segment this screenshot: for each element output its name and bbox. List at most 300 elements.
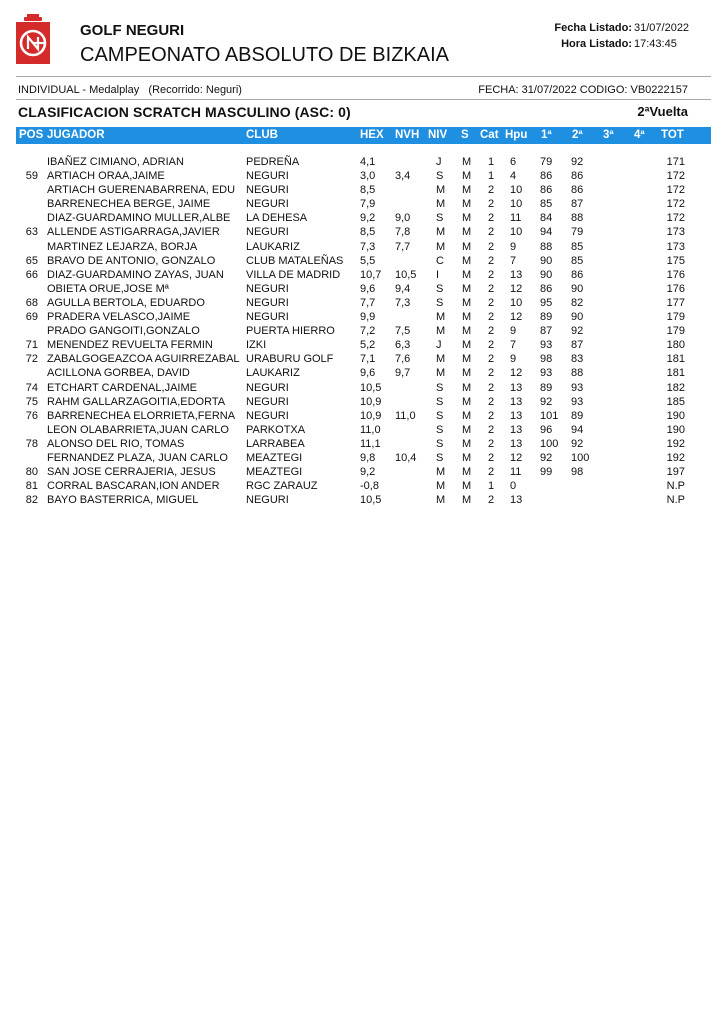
cell-cat: 2: [488, 282, 495, 295]
cell-tot: 176: [666, 268, 685, 281]
cell-pos: 69: [25, 311, 38, 324]
cell-s: M: [462, 395, 472, 408]
cell-jugador: MARTINEZ LEJARZA, BORJA: [47, 240, 198, 253]
cell-niv: M: [436, 325, 446, 338]
cell-hex: 8,5: [360, 184, 376, 197]
cell-r2: 90: [571, 282, 584, 295]
cell-r2: 93: [571, 381, 584, 394]
cell-jugador: PRADERA VELASCO,JAIME: [47, 311, 191, 324]
cell-hpu: 12: [510, 311, 523, 324]
cell-cat: 2: [488, 198, 495, 211]
cell-jugador: ALLENDE ASTIGARRAGA,JAVIER: [47, 226, 220, 239]
cell-s: M: [462, 311, 472, 324]
cell-r2: 89: [571, 409, 584, 422]
cell-club: MEAZTEGI: [246, 451, 303, 464]
cell-niv: M: [436, 226, 446, 239]
fecha-listado-label: Fecha Listado:: [554, 22, 632, 34]
cell-r2: 94: [571, 423, 584, 436]
listing-meta-labels: [554, 20, 632, 52]
cell-cat: 2: [488, 296, 495, 309]
cell-club: NEGURI: [246, 226, 289, 239]
cell-cat: 2: [488, 395, 495, 408]
cell-club: LAUKARIZ: [246, 367, 300, 380]
cell-hex: 11,0: [360, 423, 381, 436]
cell-r2: 88: [571, 367, 584, 380]
modality-line: [18, 84, 242, 96]
cell-r1: 92: [540, 451, 553, 464]
cell-s: M: [462, 268, 472, 281]
cell-jugador: RAHM GALLARZAGOITIA,EDORTA: [47, 395, 226, 408]
cell-hpu: 13: [510, 395, 523, 408]
cell-s: M: [462, 451, 472, 464]
cell-hpu: 10: [510, 296, 523, 309]
cell-niv: M: [436, 240, 446, 253]
cell-club: PEDREÑA: [246, 156, 300, 168]
cell-jugador: ETCHART CARDENAL,JAIME: [47, 381, 197, 394]
cell-r1: 99: [540, 466, 553, 479]
cell-niv: S: [436, 437, 444, 450]
cell-jugador: MENENDEZ REVUELTA FERMIN: [47, 339, 213, 352]
cell-club: NEGURI: [246, 311, 289, 324]
cell-s: M: [462, 423, 472, 436]
cell-tot: 190: [666, 409, 685, 422]
cell-r1: 94: [540, 226, 553, 239]
col-header-s: S: [461, 129, 469, 141]
cell-niv: C: [436, 254, 444, 267]
cell-r2: 86: [571, 170, 584, 183]
club-name: GOLF NEGURI: [80, 22, 185, 39]
col-header-jugador: JUGADOR: [47, 129, 105, 141]
cell-club: NEGURI: [246, 395, 289, 408]
cell-nvh: 10,4: [395, 451, 417, 464]
date-code-text: FECHA: 31/07/2022 CODIGO: VB0222157: [478, 84, 688, 96]
cell-r2: 86: [571, 268, 584, 281]
cell-pos: 68: [25, 296, 38, 309]
table-row: [0, 155, 728, 169]
table-row: [0, 211, 728, 225]
col-header-cat: Cat: [480, 129, 499, 141]
cell-niv: I: [436, 268, 440, 281]
cell-hex: 10,5: [360, 381, 382, 394]
cell-niv: S: [436, 423, 444, 436]
cell-cat: 2: [488, 423, 495, 436]
cell-r2: 79: [571, 226, 584, 239]
cell-hpu: 13: [510, 381, 523, 394]
col-header-r4: 4ª: [634, 129, 645, 141]
cell-club: LA DEHESA: [246, 212, 308, 225]
cell-niv: M: [436, 494, 446, 507]
cell-pos: 82: [25, 494, 38, 507]
cell-hex: 4,1: [360, 156, 376, 168]
table-row: [0, 254, 728, 268]
cell-r1: 84: [540, 212, 553, 225]
table-row: [0, 366, 728, 380]
cell-cat: 2: [488, 311, 495, 324]
cell-hpu: 13: [510, 423, 523, 436]
cell-r2: 100: [571, 451, 590, 464]
cell-tot: 173: [666, 226, 685, 239]
cell-s: M: [462, 296, 472, 309]
cell-niv: M: [436, 198, 446, 211]
cell-r2: 87: [571, 339, 584, 352]
cell-r1: 92: [540, 395, 553, 408]
cell-hpu: 13: [510, 268, 523, 281]
table-row: [0, 240, 728, 254]
table-row: [0, 451, 728, 465]
cell-r1: 90: [540, 268, 553, 281]
cell-hex: 10,9: [360, 395, 382, 408]
cell-cat: 2: [488, 437, 495, 450]
cell-hex: 9,2: [360, 212, 376, 225]
cell-club: NEGURI: [246, 381, 289, 394]
cell-r2: 90: [571, 311, 584, 324]
cell-tot: 181: [666, 353, 685, 366]
cell-nvh: 7,7: [395, 240, 411, 253]
cell-niv: S: [436, 395, 444, 408]
cell-jugador: FERNANDEZ PLAZA, JUAN CARLO: [47, 451, 228, 464]
cell-jugador: OBIETA ORUE,JOSE Mª: [47, 282, 169, 295]
cell-hex: 7,2: [360, 325, 376, 338]
table-row: [0, 338, 728, 352]
cell-club: CLUB MATALEÑAS: [246, 254, 344, 267]
cell-cat: 2: [488, 466, 495, 479]
cell-club: VILLA DE MADRID: [246, 268, 341, 281]
cell-pos: 74: [25, 381, 38, 394]
cell-pos: 78: [25, 437, 38, 450]
cell-jugador: BAYO BASTERRICA, MIGUEL: [47, 494, 199, 507]
cell-niv: M: [436, 184, 446, 197]
cell-hpu: 10: [510, 198, 523, 211]
cell-hpu: 9: [510, 240, 517, 253]
cell-pos: 76: [25, 409, 38, 422]
cell-hex: 9,6: [360, 282, 376, 295]
cell-pos: 63: [25, 226, 38, 239]
header-divider: [16, 76, 711, 77]
cell-tot: 172: [666, 198, 685, 211]
cell-tot: 192: [666, 437, 685, 450]
cell-hex: 7,9: [360, 198, 376, 211]
cell-r1: 93: [540, 367, 553, 380]
cell-r1: 86: [540, 170, 553, 183]
cell-jugador: ARTIACH ORAA,JAIME: [47, 170, 165, 183]
cell-hpu: 9: [510, 353, 517, 366]
table-row: [0, 183, 728, 197]
cell-club: PUERTA HIERRO: [246, 325, 335, 338]
cell-nvh: 7,3: [395, 296, 411, 309]
cell-cat: 2: [488, 240, 495, 253]
col-header-pos: POS: [19, 129, 44, 141]
cell-jugador: IBAÑEZ CIMIANO, ADRIAN: [47, 156, 184, 168]
cell-cat: 2: [488, 226, 495, 239]
cell-niv: S: [436, 282, 444, 295]
cell-jugador: ACILLONA GORBEA, DAVID: [47, 367, 190, 380]
cell-s: M: [462, 226, 472, 239]
table-row: [0, 409, 728, 423]
cell-jugador: AGULLA BERTOLA, EDUARDO: [47, 296, 205, 309]
cell-hex: 7,3: [360, 240, 376, 253]
cell-hex: 9,9: [360, 311, 376, 324]
cell-r2: 87: [571, 198, 584, 211]
cell-s: M: [462, 381, 472, 394]
cell-s: M: [462, 282, 472, 295]
fecha-listado-value: 31/07/2022: [634, 22, 690, 34]
cell-club: NEGURI: [246, 184, 289, 197]
cell-hex: 11,1: [360, 437, 381, 450]
cell-club: MEAZTEGI: [246, 466, 303, 479]
cell-hpu: 9: [510, 325, 517, 338]
cell-club: NEGURI: [246, 282, 289, 295]
cell-nvh: 9,7: [395, 367, 411, 380]
cell-s: M: [462, 339, 472, 352]
cell-hpu: 13: [510, 494, 523, 507]
cell-hex: 9,6: [360, 367, 376, 380]
cell-r1: 101: [540, 409, 559, 422]
cell-jugador: LEON OLABARRIETA,JUAN CARLO: [47, 423, 229, 436]
cell-r1: 86: [540, 184, 553, 197]
cell-s: M: [462, 437, 472, 450]
cell-jugador: SAN JOSE CERRAJERIA, JESUS: [47, 466, 216, 479]
cell-cat: 2: [488, 353, 495, 366]
cell-r2: 82: [571, 296, 584, 309]
cell-tot: 171: [666, 156, 685, 168]
col-header-hpu: Hpu: [505, 129, 528, 141]
col-header-r1: 1ª: [541, 129, 552, 141]
cell-tot: 172: [666, 212, 685, 225]
cell-tot: N.P: [666, 494, 685, 507]
cell-cat: 2: [488, 367, 495, 380]
cell-tot: 172: [666, 170, 685, 183]
table-row: [0, 479, 728, 493]
cell-r1: 89: [540, 381, 553, 394]
cell-club: NEGURI: [246, 494, 289, 507]
cell-niv: S: [436, 296, 444, 309]
cell-club: URABURU GOLF: [246, 353, 334, 366]
cell-r1: 87: [540, 325, 553, 338]
cell-jugador: PRADO GANGOITI,GONZALO: [47, 325, 200, 338]
cell-r2: 93: [571, 395, 584, 408]
cell-hex: 8,5: [360, 226, 376, 239]
col-header-r3: 3ª: [603, 129, 614, 141]
cell-niv: J: [436, 156, 442, 168]
cell-cat: 2: [488, 212, 495, 225]
cell-tot: 197: [666, 466, 685, 479]
cell-r1: 95: [540, 296, 553, 309]
table-row: [0, 395, 728, 409]
cell-nvh: 7,8: [395, 226, 411, 239]
cell-cat: 2: [488, 184, 495, 197]
cell-s: M: [462, 409, 472, 422]
cell-hpu: 13: [510, 409, 523, 422]
cell-r1: 96: [540, 423, 553, 436]
col-header-club: CLUB: [246, 129, 278, 141]
cell-nvh: 11,0: [395, 409, 416, 422]
cell-hex: 7,7: [360, 296, 376, 309]
cell-hpu: 10: [510, 226, 523, 239]
cell-pos: 65: [25, 254, 38, 267]
listing-meta-values: [634, 20, 689, 52]
cell-r1: 85: [540, 198, 553, 211]
cell-r2: 92: [571, 325, 584, 338]
cell-r2: 92: [571, 156, 584, 168]
cell-tot: 175: [666, 254, 685, 267]
cell-hpu: 7: [510, 339, 517, 352]
cell-hex: 7,1: [360, 353, 376, 366]
cell-pos: 59: [25, 170, 38, 183]
cell-cat: 1: [488, 480, 495, 493]
cell-s: M: [462, 325, 472, 338]
cell-hex: -0,8: [360, 480, 379, 493]
cell-cat: 2: [488, 409, 495, 422]
cell-r2: 85: [571, 254, 584, 267]
table-row: [0, 493, 728, 507]
col-header-niv: NIV: [428, 129, 448, 141]
results-table: [0, 155, 728, 507]
cell-r1: 89: [540, 311, 553, 324]
cell-hpu: 0: [510, 480, 517, 493]
cell-niv: J: [436, 339, 442, 352]
cell-pos: 72: [25, 353, 38, 366]
cell-jugador: DIAZ-GUARDAMINO MULLER,ALBE: [47, 212, 231, 225]
cell-tot: 192: [666, 451, 685, 464]
cell-nvh: 7,6: [395, 353, 411, 366]
cell-club: LAUKARIZ: [246, 240, 300, 253]
round-label: 2ªVuelta: [637, 104, 688, 119]
cell-jugador: ARTIACH GUERENABARRENA, EDU: [47, 184, 236, 197]
cell-r2: 98: [571, 466, 584, 479]
cell-tot: 180: [666, 339, 685, 352]
col-header-tot: TOT: [661, 129, 684, 141]
cell-s: M: [462, 184, 472, 197]
table-row: [0, 381, 728, 395]
cell-club: NEGURI: [246, 198, 289, 211]
table-row: [0, 282, 728, 296]
cell-niv: M: [436, 311, 446, 324]
cell-club: NEGURI: [246, 170, 289, 183]
cell-hpu: 12: [510, 451, 523, 464]
cell-s: M: [462, 240, 472, 253]
cell-hex: 9,8: [360, 451, 376, 464]
cell-tot: 179: [666, 311, 685, 324]
cell-r2: 92: [571, 437, 584, 450]
cell-club: NEGURI: [246, 296, 289, 309]
cell-cat: 2: [488, 254, 495, 267]
table-row: [0, 225, 728, 239]
cell-nvh: 9,4: [395, 282, 411, 295]
cell-tot: 172: [666, 184, 685, 197]
cell-hex: 10,9: [360, 409, 382, 422]
cell-niv: M: [436, 480, 446, 493]
cell-r1: 86: [540, 282, 553, 295]
cell-pos: 71: [25, 339, 38, 352]
cell-nvh: 7,5: [395, 325, 411, 338]
cell-hpu: 10: [510, 184, 523, 197]
cell-pos: 66: [25, 268, 38, 281]
cell-hex: 5,5: [360, 254, 376, 267]
cell-s: M: [462, 466, 472, 479]
cell-niv: S: [436, 170, 444, 183]
cell-tot: 185: [666, 395, 685, 408]
cell-tot: N.P: [666, 480, 685, 493]
classification-title: CLASIFICACION SCRATCH MASCULINO (ASC: 0): [18, 104, 351, 120]
cell-cat: 1: [488, 156, 495, 168]
cell-pos: 75: [25, 395, 38, 408]
cell-r1: 98: [540, 353, 553, 366]
cell-niv: M: [436, 367, 446, 380]
cell-niv: M: [436, 353, 446, 366]
cell-hex: 9,2: [360, 466, 376, 479]
cell-r1: 90: [540, 254, 553, 267]
cell-niv: S: [436, 409, 444, 422]
cell-cat: 2: [488, 268, 495, 281]
cell-s: M: [462, 494, 472, 507]
cell-s: M: [462, 353, 472, 366]
cell-cat: 2: [488, 494, 495, 507]
cell-r1: 88: [540, 240, 553, 253]
table-row: [0, 465, 728, 479]
cell-s: M: [462, 198, 472, 211]
cell-tot: 179: [666, 325, 685, 338]
cell-r2: 86: [571, 184, 584, 197]
cell-pos: 80: [25, 466, 38, 479]
cell-niv: S: [436, 451, 444, 464]
cell-club: PARKOTXA: [246, 423, 306, 436]
cell-nvh: 6,3: [395, 339, 411, 352]
cell-jugador: ALONSO DEL RIO, TOMAS: [47, 437, 185, 450]
cell-hpu: 12: [510, 282, 523, 295]
cell-club: IZKI: [246, 339, 267, 352]
cell-cat: 2: [488, 339, 495, 352]
cell-hpu: 13: [510, 437, 523, 450]
cell-tot: 182: [666, 381, 685, 394]
course-text: (Recorrido: Neguri): [148, 84, 242, 96]
cell-r1: 79: [540, 156, 553, 168]
cell-tot: 190: [666, 423, 685, 436]
cell-s: M: [462, 156, 472, 168]
cell-jugador: BRAVO DE ANTONIO, GONZALO: [47, 254, 216, 267]
cell-s: M: [462, 367, 472, 380]
cell-cat: 2: [488, 381, 495, 394]
cell-s: M: [462, 212, 472, 225]
table-row: [0, 324, 728, 338]
table-row: [0, 268, 728, 282]
cell-hpu: 11: [510, 212, 522, 225]
col-header-r2: 2ª: [572, 129, 583, 141]
cell-club: NEGURI: [246, 409, 289, 422]
cell-niv: S: [436, 212, 444, 225]
modality-text: INDIVIDUAL - Medalplay: [18, 84, 140, 96]
cell-s: M: [462, 254, 472, 267]
cell-jugador: BARRENECHEA ELORRIETA,FERNA: [47, 409, 236, 422]
table-row: [0, 296, 728, 310]
cell-hpu: 4: [510, 170, 517, 183]
cell-s: M: [462, 170, 472, 183]
col-header-nvh: NVH: [395, 129, 420, 141]
cell-r2: 85: [571, 240, 584, 253]
table-row: [0, 310, 728, 324]
cell-cat: 2: [488, 325, 495, 338]
cell-r2: 88: [571, 212, 584, 225]
cell-tot: 181: [666, 367, 685, 380]
cell-tot: 177: [666, 296, 685, 309]
cell-hpu: 6: [510, 156, 517, 168]
cell-hpu: 11: [510, 466, 522, 479]
hora-listado-value: 17:43:45: [634, 38, 677, 50]
cell-s: M: [462, 480, 472, 493]
cell-tot: 173: [666, 240, 685, 253]
cell-jugador: DIAZ-GUARDAMINO ZAYAS, JUAN: [47, 268, 224, 281]
cell-cat: 1: [488, 170, 495, 183]
cell-jugador: CORRAL BASCARAN,ION ANDER: [47, 480, 220, 493]
